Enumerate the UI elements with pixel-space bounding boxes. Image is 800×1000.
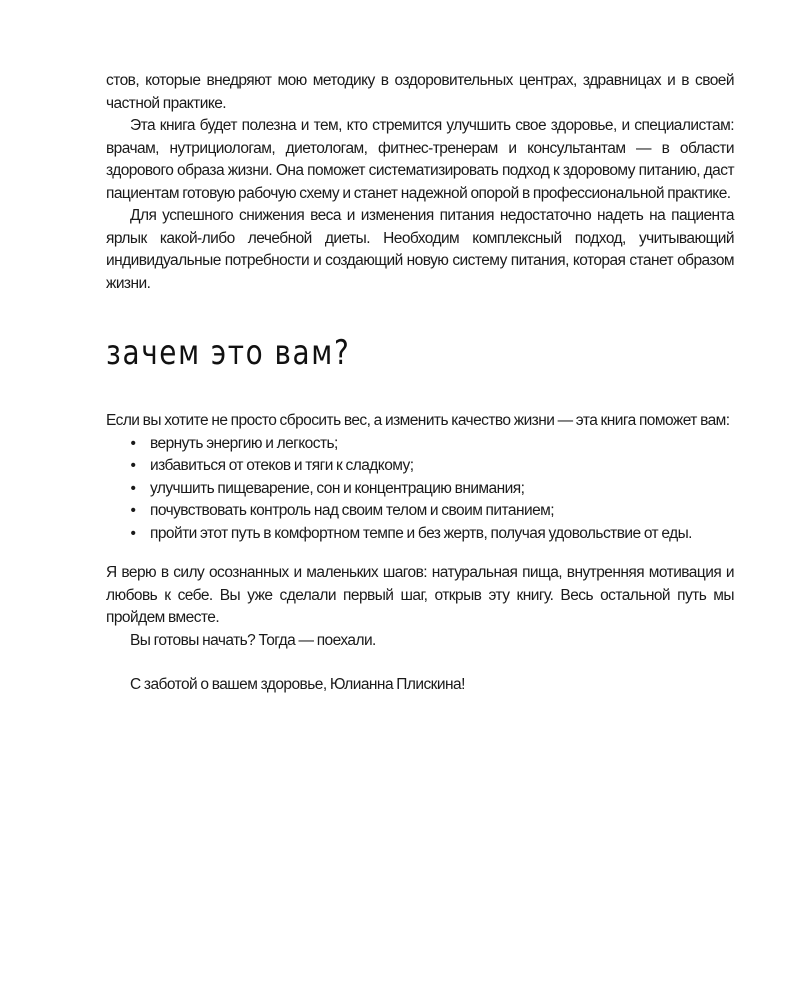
- section-heading: зачем это вам?: [106, 333, 351, 373]
- bullet-icon: •: [130, 502, 136, 519]
- bullet-icon: •: [130, 457, 136, 474]
- bullet-icon: •: [130, 434, 136, 452]
- paragraph-call: Вы готовы начать? Тогда — поехали.: [130, 631, 376, 649]
- benefits-list: [106, 433, 734, 546]
- list-item-text: улучшить пищеварение, сон и концентрацию внимания;: [150, 479, 525, 497]
- list-item: [126, 455, 734, 478]
- list-item-text: избавиться от отеков и тяги к сладкому;: [150, 457, 414, 474]
- page-body: [106, 70, 734, 697]
- list-item: [126, 500, 734, 523]
- list-item-text: почувствовать контроль над своим телом и своим питанием;: [150, 502, 554, 519]
- list-item: [126, 523, 734, 546]
- paragraph-continuation: стов, которые внедряют мою методику в оздоровительных центрах, здравницах и в своей частной практике.: [106, 72, 734, 112]
- bullet-icon: •: [130, 524, 136, 542]
- paragraph-approach: Для успешного снижения веса и изменения питания недостаточно надеть на пациента ярлык какой-либо лечебной диеты. Необходим комплексный подход, учитывающий индивидуальные потребности и создающий новую систему питания, которая станет образом жизни.: [106, 207, 734, 292]
- list-item-text: вернуть энергию и легкость;: [150, 434, 338, 452]
- list-item: [126, 433, 734, 456]
- list-item-text: пройти этот путь в комфортном темпе и без жертв, получая удовольствие от еды.: [150, 524, 692, 542]
- paragraph-closing: Я верю в силу осознанных и маленьких шагов: натуральная пища, внутренняя мотивация и любовь к себе. Вы уже сделали первый шаг, открыв эту книгу. Весь остальной путь мы пройдем вместе.: [106, 564, 734, 626]
- signature: С заботой о вашем здоровье, Юлианна Плискина!: [130, 676, 465, 693]
- bullet-icon: •: [130, 479, 136, 497]
- paragraph-audience: Эта книга будет полезна и тем, кто стремится улучшить свое здоровье, и специалистам: врачам, нутрициологам, диетологам, фитнес-тренерам и консультантам — в области здорового образа жизни. Она поможет систематизировать подход к здоровому питанию, даст пациентам готовую рабочую схему и станет надежной опорой в профессиональной практике.: [106, 117, 734, 202]
- list-item: [126, 478, 734, 501]
- section-intro: Если вы хотите не просто сбросить вес, а изменить качество жизни — эта книга поможет вам:: [106, 412, 730, 429]
